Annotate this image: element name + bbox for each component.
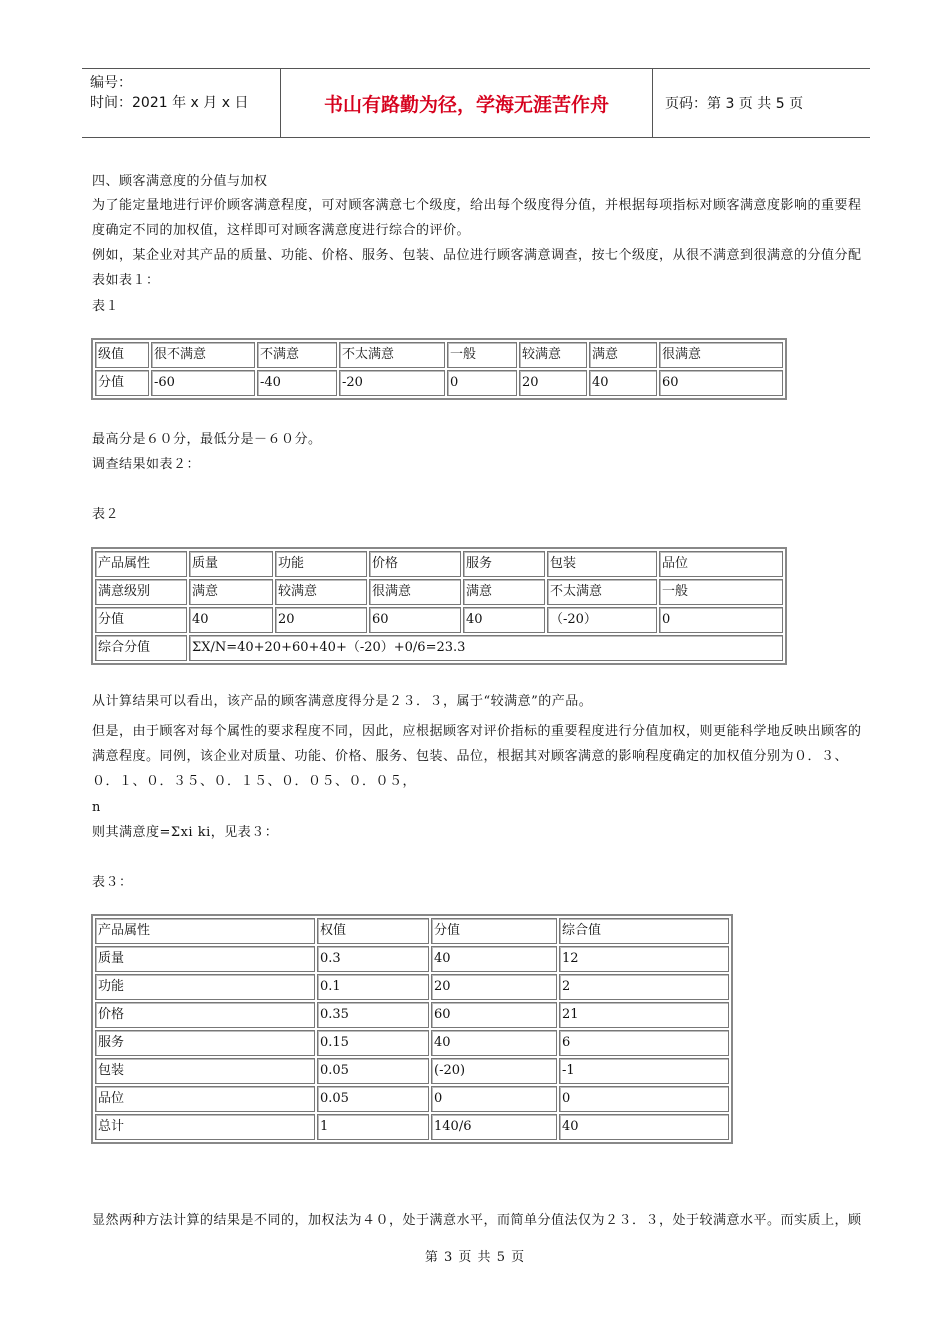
table-cell: 40	[431, 946, 557, 972]
table-cell: 品位	[95, 1086, 315, 1112]
table3-label: 表３：	[92, 875, 133, 890]
table-cell: 0.35	[317, 1002, 429, 1028]
after-table1-line1: 最高分是６０分，最低分是－６０分。	[92, 432, 322, 447]
table-cell: 不太满意	[547, 579, 657, 605]
summary-value-cell: ΣX/N=40+20+60+40+（-20）+0/6=23.3	[189, 635, 783, 661]
table-cell: 0.05	[317, 1086, 429, 1112]
table-cell: -40	[257, 370, 337, 396]
n-line: n	[92, 800, 101, 815]
table-cell: 品位	[659, 551, 783, 577]
table-row	[95, 946, 729, 972]
table-cell: 0.3	[317, 946, 429, 972]
header-motto: 书山有路勤为径，学海无涯苦作舟	[281, 69, 653, 137]
table-cell: 21	[559, 1002, 729, 1028]
table-cell: 20	[431, 974, 557, 1000]
table-cell: 级值	[95, 342, 149, 368]
table-cell: 服务	[463, 551, 545, 577]
table-cell: 很满意	[659, 342, 783, 368]
paragraph-5: 显然两种方法计算的结果是不同的，加权法为４０，处于满意水平，而简单分值法仅为２３．３，处于较满意水平。而实质上，顾	[92, 1213, 862, 1228]
table-cell: 服务	[95, 1030, 315, 1056]
table-cell: 1	[317, 1114, 429, 1140]
table-cell: -60	[151, 370, 255, 396]
table-cell: 分值	[95, 607, 187, 633]
table-cell: 20	[519, 370, 587, 396]
table-cell: 0.1	[317, 974, 429, 1000]
table-cell: -1	[559, 1058, 729, 1084]
table-cell: 60	[659, 370, 783, 396]
table-cell: 分值	[431, 918, 557, 944]
table-cell: 12	[559, 946, 729, 972]
table-cell: 0	[659, 607, 783, 633]
table-cell: 权值	[317, 918, 429, 944]
formula-line: 则其满意度=Σxi ki，见表３：	[92, 825, 279, 840]
table-cell: 一般	[659, 579, 783, 605]
table-cell: 6	[559, 1030, 729, 1056]
header-page-info: 页码：第 3 页 共 5 页	[665, 96, 804, 112]
table-cell: 满意	[189, 579, 273, 605]
section-title: 四、顾客满意度的分值与加权	[92, 174, 268, 189]
table-cell: 0	[431, 1086, 557, 1112]
table-cell: （-20）	[547, 607, 657, 633]
table-cell: 不满意	[257, 342, 337, 368]
table-row	[95, 607, 783, 633]
table-cell: -20	[339, 370, 445, 396]
page-header	[82, 68, 870, 138]
table-row	[95, 370, 783, 396]
table-cell: 价格	[369, 551, 461, 577]
number-label: 编号：	[90, 75, 132, 91]
table-cell: 包装	[95, 1058, 315, 1084]
score-scale-table	[91, 338, 787, 400]
table-cell: 40	[431, 1030, 557, 1056]
table-row	[95, 551, 783, 577]
paragraph-2: 例如，某企业对其产品的质量、功能、价格、服务、包装、品位进行顾客满意调查，按七个级度，从很不满意到很满意的分值分配表如表１：	[92, 248, 862, 288]
table-cell: 40	[559, 1114, 729, 1140]
table-cell: 质量	[95, 946, 315, 972]
date-label: 时间：2021 年 x 月 x 日	[90, 95, 249, 111]
after-table1-line2: 调查结果如表２：	[92, 457, 201, 472]
table-cell: 20	[275, 607, 367, 633]
table-row	[95, 1030, 729, 1056]
table-cell: 60	[431, 1002, 557, 1028]
summary-label-cell: 综合分值	[95, 635, 187, 661]
table-cell: 很满意	[369, 579, 461, 605]
table-row	[95, 1114, 729, 1140]
table-cell: 40	[463, 607, 545, 633]
table-row	[95, 1058, 729, 1084]
table-cell: 满意	[463, 579, 545, 605]
table-cell: 40	[589, 370, 657, 396]
table2-label: 表２	[92, 507, 120, 522]
table-cell: 产品属性	[95, 918, 315, 944]
table-cell: 产品属性	[95, 551, 187, 577]
table-cell: 0.15	[317, 1030, 429, 1056]
paragraph-1: 为了能定量地进行评价顾客满意程度，可对顾客满意七个级度，给出每个级度得分值，并根据每项指标对顾客满意度影响的重要程度确定不同的加权值，这样即可对顾客满意度进行综合的评价。	[92, 198, 862, 238]
table-cell: 0	[559, 1086, 729, 1112]
table-cell: 0	[447, 370, 517, 396]
table-cell: 功能	[95, 974, 315, 1000]
table-row	[95, 635, 783, 661]
table-cell: 包装	[547, 551, 657, 577]
table-cell: 质量	[189, 551, 273, 577]
table-row	[95, 974, 729, 1000]
table-row	[95, 342, 783, 368]
weighted-score-table	[91, 914, 733, 1144]
table-cell: 价格	[95, 1002, 315, 1028]
table-cell: 较满意	[519, 342, 587, 368]
table-cell: 满意	[589, 342, 657, 368]
table-cell: 60	[369, 607, 461, 633]
table-cell: 不太满意	[339, 342, 445, 368]
header-meta	[82, 69, 281, 137]
page-footer: 第 3 页 共 5 页	[424, 1250, 526, 1265]
table-row	[95, 1086, 729, 1112]
paragraph-3: 从计算结果可以看出，该产品的顾客满意度得分是２３．３，属于“较满意”的产品。	[92, 694, 593, 709]
table-cell: 40	[189, 607, 273, 633]
table-row	[95, 1002, 729, 1028]
table-cell: 0.05	[317, 1058, 429, 1084]
table-cell: (-20)	[431, 1058, 557, 1084]
paragraph-4: 但是，由于顾客对每个属性的要求程度不同，因此，应根据顾客对评价指标的重要程度进行分值加权，则更能科学地反映出顾客的满意程度。同例，该企业对质量、功能、价格、服务、包装、品位，根据其对顾客满意的影响程度确定的加权值分别为０．３、０．１、０．３５、０．１５、０．０５、０．０５，	[92, 724, 862, 789]
table-cell: 较满意	[275, 579, 367, 605]
table-cell: 一般	[447, 342, 517, 368]
table-cell: 2	[559, 974, 729, 1000]
survey-result-table	[91, 547, 787, 665]
table-cell: 总计	[95, 1114, 315, 1140]
table-row	[95, 918, 729, 944]
table-cell: 功能	[275, 551, 367, 577]
table-row	[95, 579, 783, 605]
table-cell: 很不满意	[151, 342, 255, 368]
table-cell: 140/6	[431, 1114, 557, 1140]
table-cell: 综合值	[559, 918, 729, 944]
table-cell: 分值	[95, 370, 149, 396]
table-cell: 满意级别	[95, 579, 187, 605]
table1-label: 表１	[92, 299, 120, 314]
